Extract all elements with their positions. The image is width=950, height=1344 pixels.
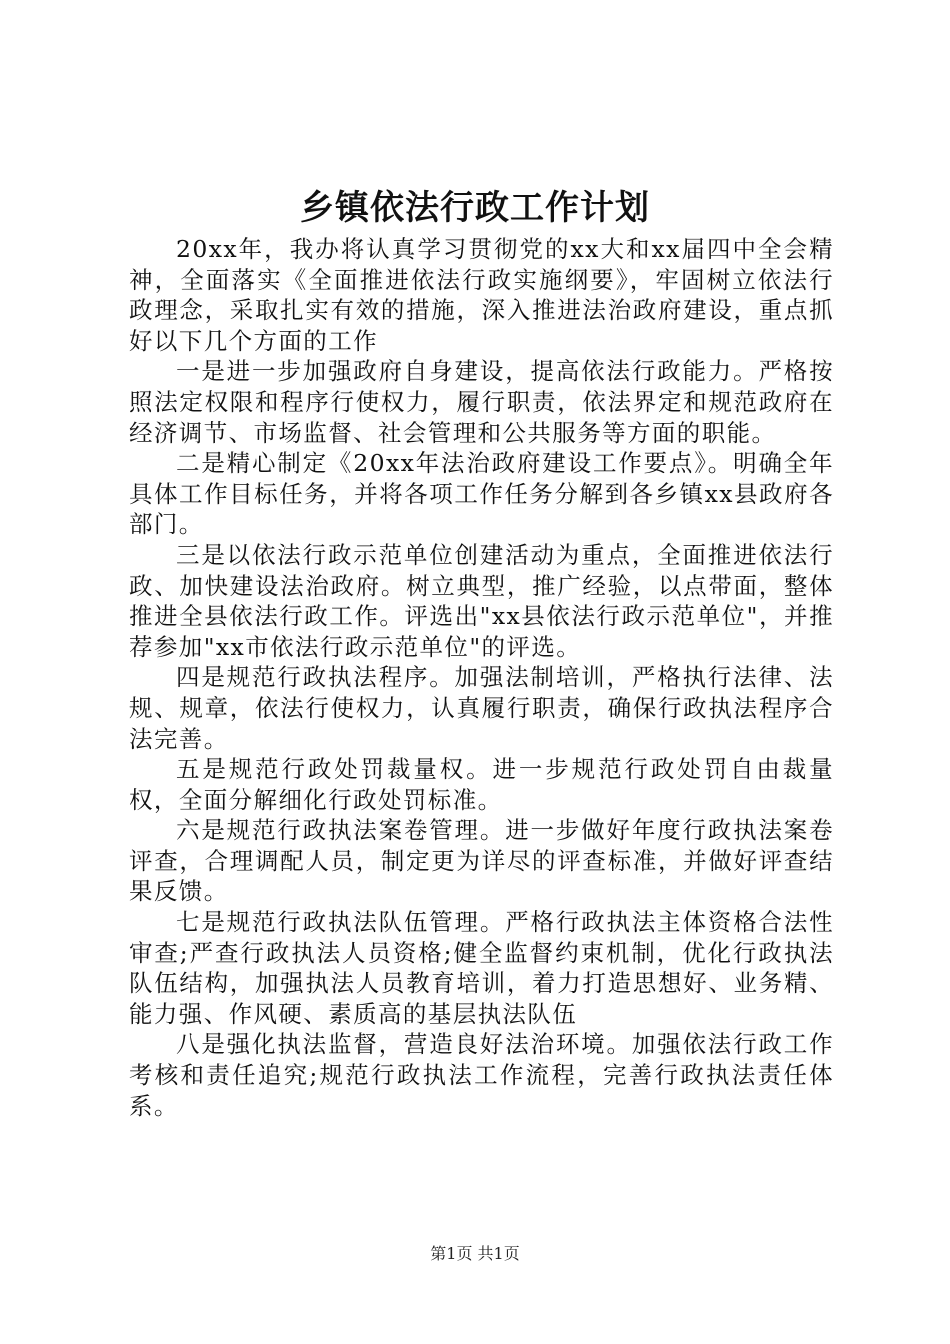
paragraph-intro: 20xx年，我办将认真学习贯彻党的xx大和xx届四中全会精神，全面落实《全面推进依法行政实施纲要》，牢固树立依法行政理念，采取扎实有效的措施，深入推进法治政府建设，重点抓好以下几个方面的工作 bbox=[129, 235, 834, 355]
paragraph-item-5: 五是规范行政处罚裁量权。进一步规范行政处罚自由裁量权，全面分解细化行政处罚标准。 bbox=[129, 755, 834, 814]
document-title: 乡镇依法行政工作计划 bbox=[300, 188, 650, 228]
paragraph-item-7: 七是规范行政执法队伍管理。严格行政执法主体资格合法性审查;严查行政执法人员资格;健全监督约束机制，优化行政执法队伍结构，加强执法人员教育培训，着力打造思想好、业务精、能力强、作风硬、素质高的基层执法队伍 bbox=[129, 908, 834, 1028]
paragraph-item-6: 六是规范行政执法案卷管理。进一步做好年度行政执法案卷评查，合理调配人员，制定更为详尽的评查标准，并做好评查结果反馈。 bbox=[129, 816, 834, 906]
document-body bbox=[129, 234, 834, 1121]
paragraph-item-4: 四是规范行政执法程序。加强法制培训，严格执行法律、法规、规章，依法行使权力，认真履行职责，确保行政执法程序合法完善。 bbox=[129, 663, 834, 753]
paragraph-item-8: 八是强化执法监督，营造良好法治环境。加强依法行政工作考核和责任追究;规范行政执法工作流程，完善行政执法责任体系。 bbox=[129, 1030, 834, 1120]
paragraph-item-1: 一是进一步加强政府自身建设，提高依法行政能力。严格按照法定权限和程序行使权力，履行职责，依法界定和规范政府在经济调节、市场监督、社会管理和公共服务等方面的职能。 bbox=[129, 357, 834, 447]
paragraph-item-2: 二是精心制定《20xx年法治政府建设工作要点》。明确全年具体工作目标任务，并将各项工作任务分解到各乡镇xx县政府各部门。 bbox=[129, 449, 834, 539]
paragraph-item-3: 三是以依法行政示范单位创建活动为重点，全面推进依法行政、加快建设法治政府。树立典型，推广经验，以点带面，整体推进全县依法行政工作。评选出"xx县依法行政示范单位"，并推荐参加"xx市依法行政示范单位"的评选。 bbox=[129, 540, 834, 661]
page-footer: 第1页 共1页 bbox=[430, 1244, 520, 1263]
